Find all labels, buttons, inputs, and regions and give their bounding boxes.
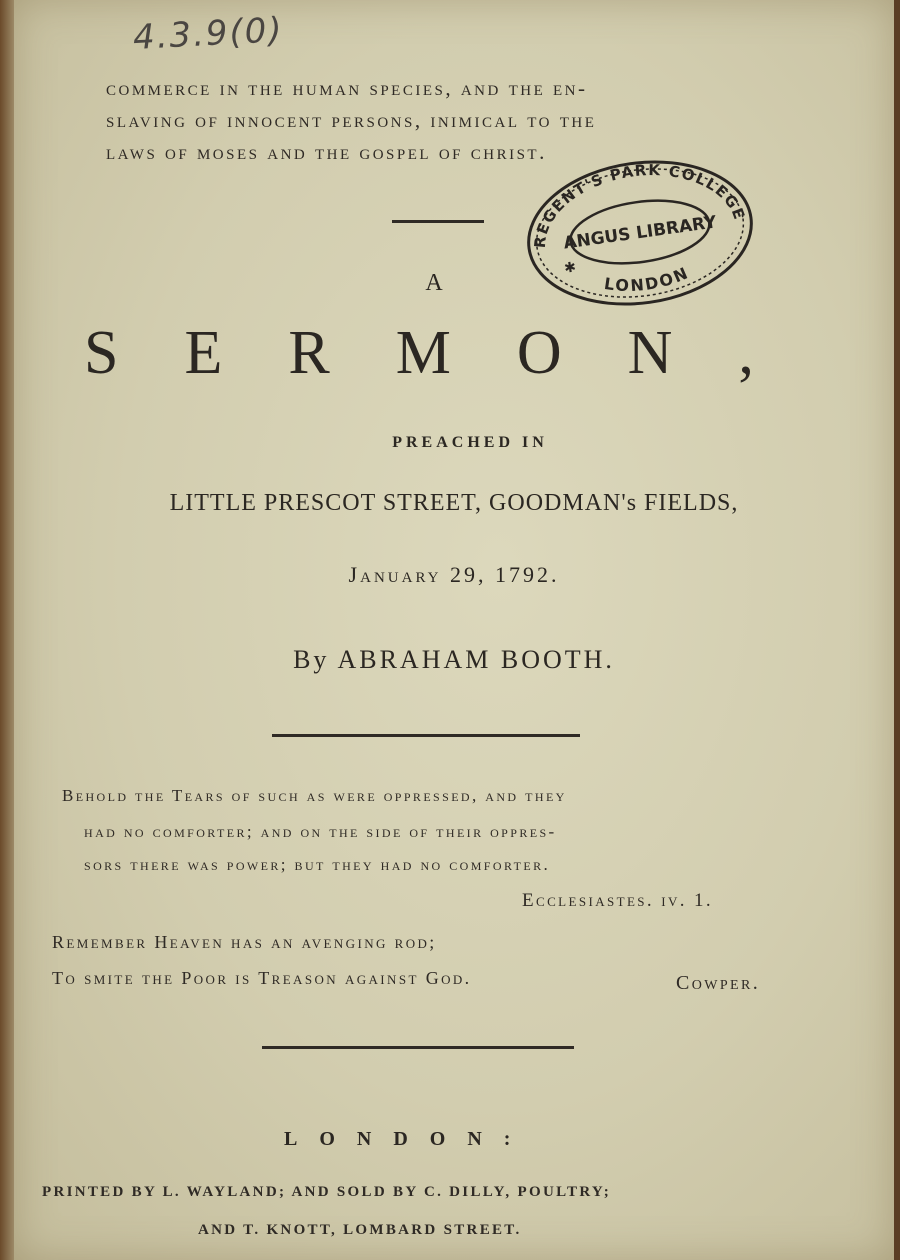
poem-line-1: Remember Heaven has an avenging rod; bbox=[52, 932, 437, 952]
title-line-2: slaving of innocent persons, inimical to the bbox=[106, 108, 597, 132]
location-line: LITTLE PRESCOT STREET, GOODMAN's FIELDS, bbox=[169, 490, 739, 516]
divider-rule-middle bbox=[272, 734, 580, 737]
epigraph-line-1: Behold the Tears of such as were oppressed, and they bbox=[62, 786, 567, 805]
poem-line-2: To smite the Poor is Treason against God. bbox=[52, 968, 472, 988]
library-stamp bbox=[513, 142, 768, 323]
page bbox=[14, 0, 894, 1260]
epigraph-line-2: had no comforter; and on the side of their oppres- bbox=[84, 822, 557, 841]
divider-rule-top bbox=[392, 220, 484, 223]
date-line: January 29, 1792. bbox=[348, 562, 560, 587]
place-of-publication: LONDON: bbox=[284, 1128, 533, 1150]
article-a: A bbox=[425, 270, 443, 296]
imprint-line-1: PRINTED BY L. WAYLAND; AND SOLD BY C. DILLY, POULTRY; bbox=[42, 1184, 611, 1200]
preached-in-label: PREACHED IN bbox=[392, 434, 548, 451]
stamp-center-text: ANGUS LIBRARY bbox=[562, 212, 718, 254]
title-line-3: laws of moses and the gospel of christ. bbox=[106, 140, 547, 164]
epigraph-citation: Ecclesiastes. iv. 1. bbox=[522, 890, 714, 911]
stamp-bottom-text: LONDON bbox=[602, 262, 693, 296]
imprint-line-2: AND T. KNOTT, LOMBARD STREET. bbox=[198, 1222, 522, 1238]
stamp-outer-text: REGENT'S PARK COLLEGE bbox=[530, 161, 749, 249]
author-line: By ABRAHAM BOOTH. bbox=[293, 645, 615, 674]
stamp-star-icon: ✱ bbox=[563, 259, 577, 277]
title-line-1: commerce in the human species, and the en- bbox=[106, 76, 588, 100]
divider-rule-bottom bbox=[262, 1046, 574, 1049]
handwritten-shelfmark: 4.3.9(0) bbox=[132, 10, 285, 58]
main-title: SERMON, bbox=[84, 319, 820, 387]
epigraph-line-3: sors there was power; but they had no comforter. bbox=[84, 855, 551, 874]
poem-attribution: Cowper. bbox=[676, 972, 761, 994]
